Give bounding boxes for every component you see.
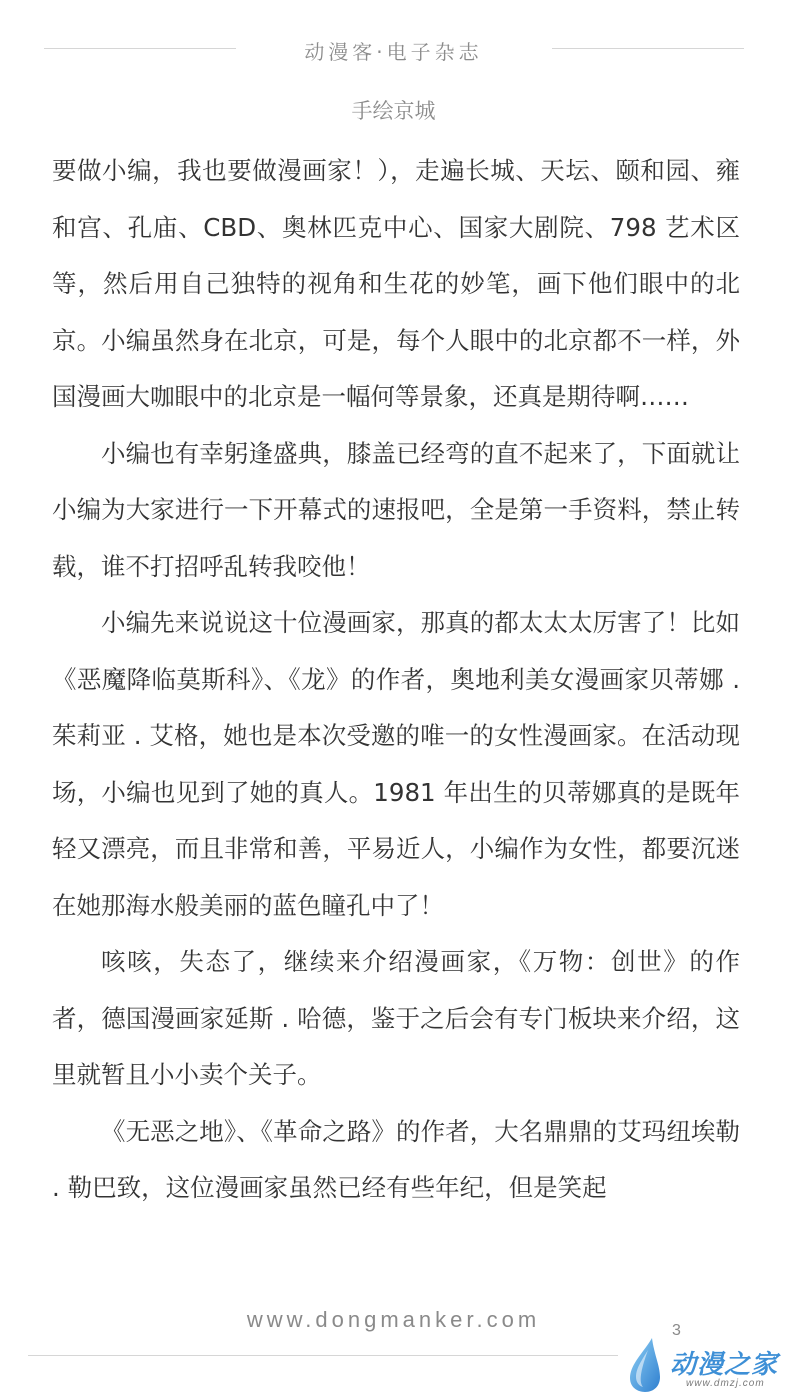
article-paragraph: 《无恶之地》、《革命之路》的作者，大名鼎鼎的艾玛纽埃勒 . 勒巴致，这位漫画家虽然已经有些年纪，但是笑起 — [52, 1116, 740, 1202]
section-title: 手绘京城 — [351, 99, 436, 123]
header-divider-right — [552, 48, 744, 49]
article-body — [52, 143, 740, 1217]
logo-url: www.dmzj.com — [686, 1378, 765, 1389]
dmzj-logo — [622, 1336, 782, 1396]
footer-website-url: www.dongmanker.com — [246, 1307, 541, 1332]
water-drop-icon — [622, 1336, 668, 1394]
footer-divider — [28, 1355, 618, 1356]
magazine-title: 动漫客·电子杂志 — [304, 40, 483, 64]
magazine-header — [0, 30, 787, 70]
article-paragraph: 小编也有幸躬逢盛典，膝盖已经弯的直不起来了，下面就让小编为大家进行一下开幕式的速报吧，全是第一手资料，禁止转载，谁不打招呼乱转我咬他！ — [52, 438, 740, 581]
article-paragraph: 咳咳，失态了，继续来介绍漫画家，《万物：创世》的作者，德国漫画家延斯 . 哈德，鉴于之后会有专门板块来介绍，这里就暂且小小卖个关子。 — [52, 947, 740, 1089]
article-paragraph: 小编先来说说这十位漫画家，那真的都太太太厉害了！比如《恶魔降临莫斯科》、《龙》的作者，奥地利美女漫画家贝蒂娜 . 茱莉亚 . 艾格，她也是本次受邀的唯一的女性漫画家。在活动现场，小编也见到了她的真人。1981 年出生的贝蒂娜真的是既年轻又漂亮，而且非常和善，平易近人，小编作为女性，都要沉迷在她那海水般美丽的蓝色瞳孔中了！ — [52, 608, 740, 920]
logo-text: 动漫之家 — [670, 1350, 779, 1380]
article-paragraph: 要做小编，我也要做漫画家！），走遍长城、天坛、颐和园、雍和宫、孔庙、CBD、奥林匹克中心、国家大剧院、798 艺术区等，然后用自己独特的视角和生花的妙笔，画下他们眼中的北京。小编虽然身在北京，可是，每个人眼中的北京都不一样，外国漫画大咖眼中的北京是一幅何等景象，还真是期待啊…… — [52, 156, 740, 411]
page-number: 3 — [672, 1322, 681, 1339]
